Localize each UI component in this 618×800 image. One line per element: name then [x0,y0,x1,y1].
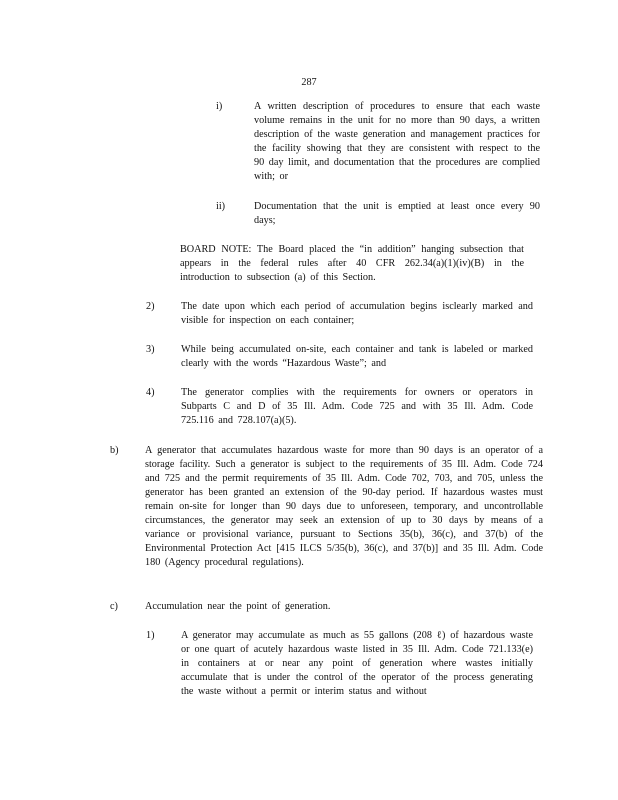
item-label: i) [216,101,223,112]
item-label: 1) [146,630,155,641]
subsection-text: A generator that accumulates hazardous waste for more than 90 days is an operator of a storage facility. Such a generator is subject to the requirements of 35 Ill. Adm. Code 724 and 725 and the permit requirements of 35 Ill. Adm. Code 702, 703, and 705, unless the generator has been granted an extension of the 90-day period. If hazardous wastes must remain on-site for longer than 90 days due to unforeseen, temporary, and uncontrollable circumstances, the generator may seek an extension of up to 30 days by means of a variance or provisional variance, pursuant to Sections 35(b), 36(c), and 37(b) of the Environmental Protection Act [415 ILCS 5/35(b), 36(c), and 37(b)] and 35 Ill. Adm. Code 180 (Agency procedural regulations). [145,445,543,568]
item-label: 3) [146,344,155,355]
page-number: 287 [301,77,317,88]
item-text: A written description of procedures to ensure that each waste volume remains in the unit for no more than 90 days, a written description of the waste generation and management practices for the facility showing that they are consistent with respect to the 90 day limit, and documentation that the procedures are complied with; or [254,101,540,182]
subsection-label: c) [110,601,118,612]
subsection-label: b) [110,445,119,456]
item-label: ii) [216,201,226,212]
item-text: Documentation that the unit is emptied at least once every 90 days; [254,201,540,226]
item-text: The date upon which each period of accumulation begins isclearly marked and visible for inspection on each container; [181,301,533,326]
item-text: The generator complies with the requirements for owners or operators in Subparts C and D of 35 Ill. Adm. Code 725 and with 35 Ill. Adm. Code 725.116 and 728.107(a)(5). [181,387,533,426]
item-text: While being accumulated on-site, each container and tank is labeled or marked clearly with the words “Hazardous Waste”; and [181,344,533,369]
item-label: 2) [146,301,155,312]
item-text: A generator may accumulate as much as 55 gallons (208 ℓ) of hazardous waste or one quart of acutely hazardous waste listed in 35 Ill. Adm. Code 721.133(e) in containers at or near any point of generation where wastes initially accumulate that is under the control of the operator of the process generating the waste without a permit or interim status and without [181,630,533,697]
subsection-heading: Accumulation near the point of generation. [145,601,331,612]
item-label: 4) [146,387,155,398]
board-note: BOARD NOTE: The Board placed the “in addition” hanging subsection that appears in the federal rules after 40 CFR 262.34(a)(1)(iv)(B) in the introduction to subsection (a) of this Section. [180,244,524,283]
